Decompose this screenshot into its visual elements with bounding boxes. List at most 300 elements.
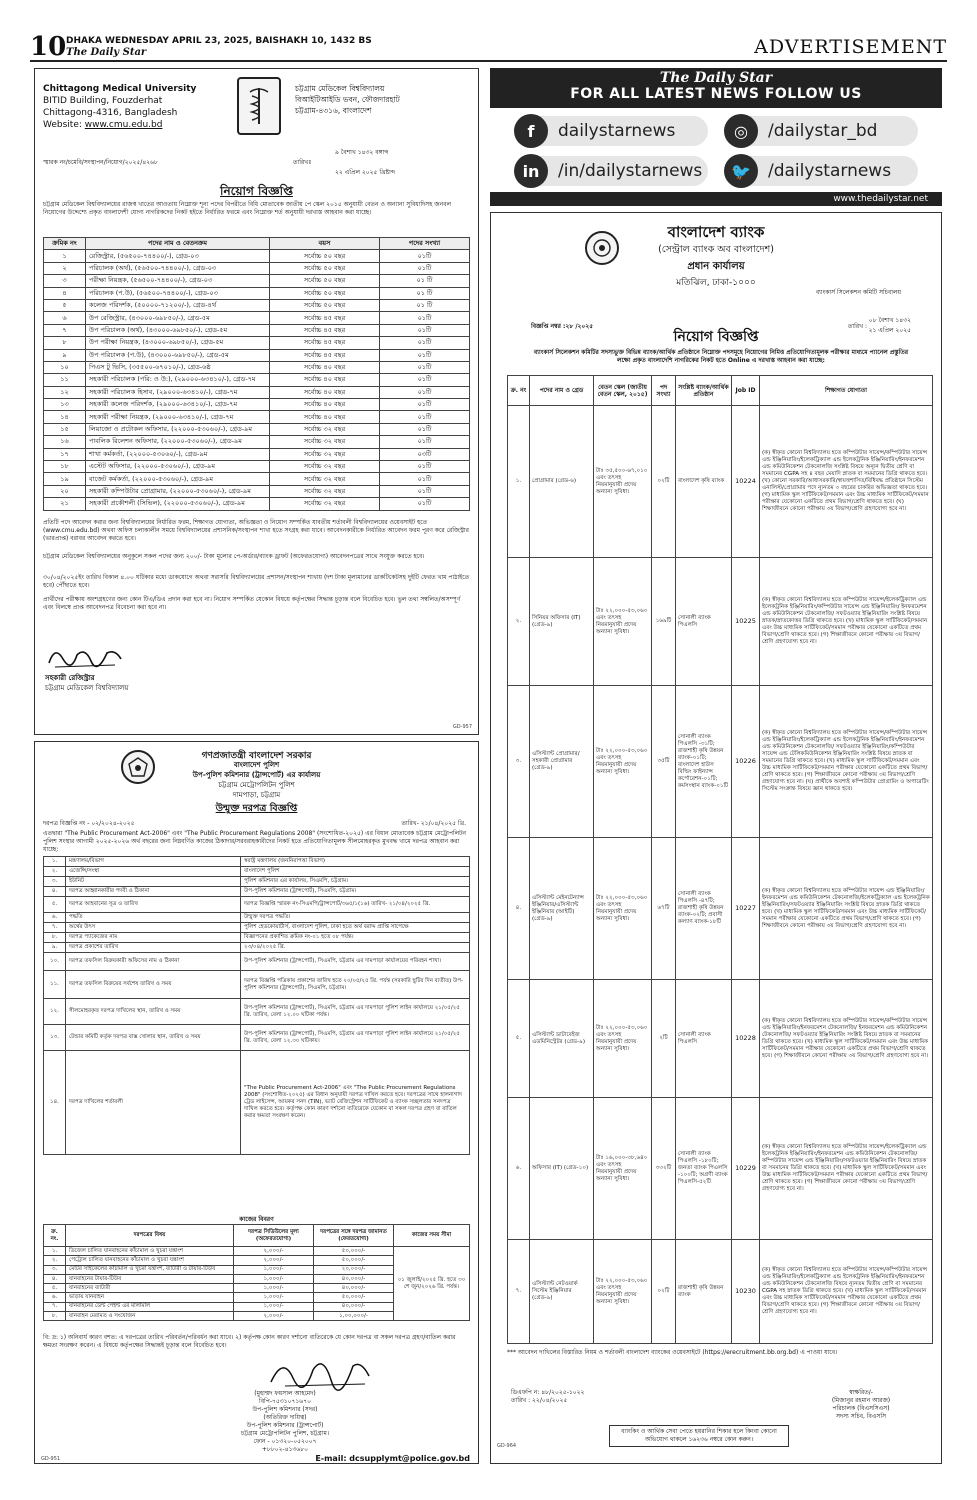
cmu-cell-serial: ১৫ [44,423,86,435]
cmu-th-age: বয়স [270,238,380,250]
cmu-ad [34,68,479,735]
bank-cell-scale: টাঃ ২২,০০০-৫৩,০৬০ এবং তৎসহ নিয়মানুযায়ী প্রদেয় অন্যান্য সুবিধা। [594,838,652,980]
cmu-cell-serial: ১৯ [44,473,86,485]
bank-cell-jobid: 10227 [732,838,760,980]
cmu-memo: স্মারক নং/চমেবি/সংস্থাপন/নিয়োগ/২০২৫/৪২৬৮ [43,159,158,166]
cmu-cell-serial: ১৮ [44,461,86,473]
police-cell-value: উপ-পুলিশ কমিশনার (ট্রান্সপোর্ট), সিএমপি, চট্টগ্রাম। [241,887,470,897]
cmu-title: নিয়োগ বিজ্ঞপ্তি [220,184,293,198]
police-cell-value: বিজ্ঞাপনের প্রকাশিত ক্রমিক নং-০১ হতে ০৮ পর্যন্ত। [241,933,470,943]
table-row [44,877,470,887]
work-cell-serial: ২. [44,1256,66,1265]
work-cell-schedule-price: ১,০০০/- [234,1265,314,1274]
cmu-cell-post: বাজেট কর্মকর্তা, (২২০০০-৫৩০৬০/-), গ্রেড-৯ম [86,473,270,485]
police-sign-title: উপ-পুলিশ কমিশনার (সদর) [252,1406,318,1413]
work-cell-subject: যানবাহনের টায়ার-টিউব [66,1274,234,1283]
linkedin-handle: /in/dailystarnews [558,161,703,181]
cmu-cell-post: উপ পরিচালক (প.উ), (৪৩০০০-৬৯৮৫০/-), গ্রেড-৫ম [86,349,270,361]
cmu-cell-age: সর্বোচ্চ ৫০ বছর [270,287,380,299]
bank-intro: ব্যাংকার্স সিলেকশন কমিটির সদস্যভুক্ত বিভিন্ন ব্যাংক/আর্থিক প্রতিষ্ঠানে নিম্নোক্ত পদসমূহে নিয়োগের নিমিত্ত প্রতিযোগিতামূলক পরীক্ষার মাধ্যমে প্যানেল প্রস্তুতির লক্ষ্যে প্রকৃত বাংলাদেশি নাগরিকের নিকট হতে Online এ দরখাস্ত আহবান করা যাচ্ছে: [533,349,909,364]
cmu-cell-age: সর্বোচ্চ ৩২ বছর [270,498,380,510]
table-row [44,953,470,971]
cmu-cell-count: ০১টি [380,349,470,361]
police-cell-label: অর্থের উৎস [66,923,241,933]
cmu-th-serial: ক্রমিক নং [44,238,86,250]
cmu-cell-age: সর্বোচ্চ ৪০ বছর [270,361,380,373]
police-intro: এতদ্বারা "The Public Procurement Act-2006" এবং "The Public Procurement Regulations 2008" (সংশোধিত-২০২৫) এর বিধান মোতাবেক চট্টগ্রাম মেট্রোপলিটন পুলিশ সংস্থার আগামী ২০২৫-২০২৬ অর্থ বছরের জন্য নিম্নবর্ণিত কাজের ঠিকাদার/সরবরাহকারীদের নিকট হতে প্রতিযোগিতামূলক সীলমোহরকৃত মুখবদ্ধ খামে দরপত্র আহবান করা যাচ্ছে: [43,830,466,853]
cmu-cell-age: সর্বোচ্চ ৩২ বছর [270,423,380,435]
bank-cell-scale: টাঃ ২২,০০০-৫৩,০৬০ এবং তৎসহ নিয়মানুযায়ী প্রদেয় অন্যান্য সুবিধা। [594,980,652,1098]
bank-cell-jobid: 10228 [732,980,760,1098]
cmu-cell-serial: ১১ [44,374,86,386]
cmu-cell-count: ০১টি [380,386,470,398]
police-cell-value: বাংলাদেশ পুলিশ [241,867,470,877]
cmu-cell-post: উপ রেজিস্ট্রার, (৪৩০০০-৬৯৮৫০/-), গ্রেড-৫ম [86,312,270,324]
table-row [44,897,470,913]
table-row [44,349,470,361]
table-row [44,971,470,999]
work-table-header [44,1225,470,1247]
cmu-cell-count: ০১টি [380,399,470,411]
bank-subtitle: (সেন্ট্রাল ব্যাংক অব বাংলাদেশ) [658,244,774,255]
table-row [44,473,470,485]
police-cell-serial: ১৩. [44,1025,66,1051]
work-cell-security: ৪০,০০০/- [314,1302,394,1311]
table-row [44,485,470,497]
table-row [44,337,470,349]
bank-date-1: ০৮ বৈশাখ ১৪৩২ [868,317,911,324]
table-row [44,448,470,460]
instagram-handle: /dailystar_bd [768,121,878,141]
bank-cell-count: ০২টি [652,406,676,558]
table-row [44,943,470,953]
work-cell-security: ৫০,০০০/- [314,1293,394,1302]
bank-th-count: পদ সংখ্যা [652,376,676,406]
table-row [44,374,470,386]
cmu-date-bn-2: ২২ এপ্রিল ২০২৫ খ্রিষ্টাব্দ [335,169,396,176]
cmu-th-post: পদের নাম ও বেতনক্রম [86,238,270,250]
bank-cell-jobid: 10224 [732,406,760,558]
cmu-cell-age: সর্বোচ্চ ৪০ বছর [270,399,380,411]
work-cell-serial: ১. [44,1247,66,1256]
police-dept: বাংলাদেশ পুলিশ [233,761,280,769]
cmu-cell-age: সর্বোচ্চ ৩২ বছর [270,485,380,497]
police-cell-serial: ৫. [44,897,66,913]
bank-cell-qualification: (ক) স্বীকৃত কোনো বিশ্ববিদ্যালয় হতে কম্পিউটার সায়েন্স/কম্পিউটার সায়েন্স এন্ড ইঞ্জিনিয়ারিং/ইলেকট্রিক্যাল এন্ড ইলেকট্রনিক ইঞ্জিনিয়ারিং/ইনফরমেশন এন্ড কমিউনিকেশন টেকনোলজি সংশ্লিষ্ট বিষয়ে অন্যূন দ্বিতীয় শ্রেণি বা সমমানের CGPA সহ ৪ বছর মেয়াদি স্নাতক বা সমমানের ডিগ্রি থাকতে হবে। (খ) কোনো সরকারি/আধাসরকারি/স্বায়ত্তশাসিত/বিধিবদ্ধ প্রতিষ্ঠানে সিস্টেম এনালিস্ট/প্রোগ্রামার পদে ন্যূনতম ৩ বছরের চাকরির অভিজ্ঞতা থাকতে হবে। (গ) মাধ্যমিক স্কুল সার্টিফিকেট/সমমান এবং উচ্চ মাধ্যমিক সার্টিফিকেট/সমমান পরীক্ষার যেকোনো একটিতে প্রথম বিভাগ/শ্রেণি থাকতে হবে। (ঘ) শিক্ষাজীবনে কোনো পরীক্ষায় ৩য় বিভাগ/শ্রেণি গ্রহণযোগ্য হবে না। [760,406,933,558]
cmu-cell-post: উপ পরিচালক (অর্থ), (৪৩০০০-৬৯৮৫০/-), গ্রেড-৫ম [86,324,270,336]
bank-cell-serial: ৩. [508,686,530,838]
promo-top-band [490,68,942,108]
cmu-cell-serial: ৮ [44,337,86,349]
table-row [44,923,470,933]
cmu-cell-count: ০১টি [380,250,470,262]
cmu-cell-count: ০১টি [380,498,470,510]
table-row [44,857,470,867]
cmu-cell-count: ০১ টি [380,299,470,311]
police-gov: গণপ্রজাতন্ত্রী বাংলাদেশ সরকার [201,751,312,761]
work-cell-subject: যানবাহন মেরামত ও সংযোজন [66,1312,234,1321]
table-row [44,275,470,287]
police-cell-label: দরপত্র প্যাকেজের নাম [66,933,241,943]
police-cell-serial: ৪. [44,887,66,897]
cmu-cell-count: ০১টি [380,262,470,274]
bank-th-jobid: Job ID [732,376,760,406]
table-row [508,1240,933,1344]
cmu-name-en: Chittagong Medical University [43,84,197,94]
bank-cell-bank: সোনালী ব্যাংক পিএলসি -৪৭টি; রাজশাহী কৃষি উন্নয়ন ব্যাংক-০২টি; প্রবাসী কল্যাণ ব্যাংক-১৮টি [676,838,732,980]
bank-cell-post: সিনিয়র অফিসার (IT) (গ্রেড-৯) [530,558,594,686]
cmu-cell-age: সর্বোচ্চ ৪০ বছর [270,374,380,386]
police-cell-value: ২৩/০৪/২০২৫ খ্রি. [241,943,470,953]
police-cell-label: দরপত্র দাখিলের শর্তাবলী [66,1051,241,1155]
bank-dfp: ডিএফপি ন: ৪৮/২০২৫-১০২২ [511,1389,585,1396]
police-cell-serial: ১৪. [44,1051,66,1155]
police-cell-serial: ১২. [44,999,66,1025]
bank-cell-qualification: (ক) স্বীকৃত কোনো বিশ্ববিদ্যালয় হতে কম্পিউটার সায়েন্স/কম্পিউটার সায়েন্স এন্ড ইঞ্জিনিয়ারিং/ইনফরমেশন টেকনোলজি/ ইনফরমেশন এন্ড কমিউনিকেশন টেকনোলজি/ সফটওয়্যার ইঞ্জিনিয়ারিং সংশ্লিষ্ট বিষয়ে স্নাতক বা সমমানের ডিগ্রি থাকতে হবে। (খ) মাধ্যমিক স্কুল সার্টিফিকেট/সমমান এবং উচ্চ মাধ্যমিক সার্টিফিকেট/সমমান পরীক্ষার যেকোনো একটিতে প্রথম বিভাগ/শ্রেণি থাকতে হবে। (গ) শিক্ষাজীবনে কোনো পরীক্ষায় ৩য় বিভাগ/শ্রেণি গ্রহণযোগ্য হবে না। [760,980,933,1098]
cmu-cell-age: সর্বোচ্চ ৪০ বছর [270,411,380,423]
police-cell-label: দরপত্র আহবানের সূত্র ও তারিখ [66,897,241,913]
work-cell-schedule-price: ১,০০০/- [234,1293,314,1302]
police-cell-value: উপ-পুলিশ কমিশনার (ট্রান্সপোর্ট), সিএমপি, চট্টগ্রাম এর দামপাড়া পুলিশ লাইন কার্যালয়ে ২১/০৫/২৫ খ্রি. তারিখ, বেলা ১২.০০ ঘটিকা পর্যন্ত। [241,999,470,1025]
bank-cell-jobid: 10225 [732,558,760,686]
bank-cell-jobid: 10230 [732,1240,760,1344]
page-number: 10 [30,32,67,62]
work-th-security: দরপত্রের সঙ্গে দরপত্র জামানত (ফেরতযোগ্য) [314,1225,394,1247]
table-row [44,1051,470,1155]
bank-notice-number: বিজ্ঞপ্তি নম্বর :২৮ /২০২৫ [531,323,594,330]
cmu-cell-age: সর্বোচ্চ ৫০ বছর [270,275,380,287]
cmu-cell-post: সহকারী পরিচালক হিসাব, (২৯০০০-৬৩৪১০/-), গ্রেড-৭ম [86,386,270,398]
promo-headline: FOR ALL LATEST NEWS FOLLOW US [570,86,862,102]
bank-post-table [507,375,933,1344]
cmu-cell-count: ০১টি [380,312,470,324]
bank-complaint-note: ব্যাংকিং ও আর্থিক সেবা পেতে হয়রানির শিকার হলে কিংবা কোনো অভিযোগ থাকলে ১৬২৩৬ নম্বরে কোন করুন। [609,1425,789,1447]
work-cell-security: ৫০,০০০/- [314,1247,394,1256]
bank-cell-jobid: 10226 [732,686,760,838]
cmu-cell-post: শাখা কর্মকর্তা, (২২০০০-৫৩০৬০/-), গ্রেড-৯ম [86,448,270,460]
table-row [44,399,470,411]
work-cell-subject: মোটর সাইকেলের কাঁচামাল ও খুচরা যন্ত্রাংশ, ব্যাটারী ও টায়ার-টিউব [66,1265,234,1274]
cmu-cell-age: সর্বোচ্চ ৩২ বছর [270,473,380,485]
bank-cell-post: অফিসার (IT) (গ্রেড-১০) [530,1098,594,1240]
instagram-link[interactable] [728,116,918,146]
police-cell-serial: ৭. [44,923,66,933]
cmu-para-4: প্রার্থীদের পরীক্ষায় অংশগ্রহণের জন্য কোন টিএ/ডিএ প্রদান করা হবে না। নিয়োগ সম্পর্কিত যেকোন বিষয়ে কর্তৃপক্ষের সিদ্ধান্ত চূড়ান্ত বলে বিবেচিত হবে। ভুল তথ্য সম্বলিত/অসম্পূর্ণ এবং বিলম্বে প্রাপ্ত আবেদনপত্র বিবেচনা করা হবে না। [43,596,461,611]
linkedin-icon: in [514,154,548,188]
cmu-website-link[interactable]: www.cmu.edu.bd [84,120,163,130]
cmu-cell-age: সর্বোচ্চ ৪৫ বছর [270,324,380,336]
work-cell-serial: ৩. [44,1265,66,1274]
cmu-gd-code: GD-957 [452,724,472,730]
work-cell-period: ০১ জুলাই/২০২৫ খ্রি. হতে ৩০ শে জুন/২০২৬ খ্রি. পর্যন্ত। [394,1247,470,1321]
police-cell-value: উপ-পুলিশ কমিশনার (ট্রান্সপোর্ট), সিএমপি, চট্টগ্রাম এর দামপাড়া কার্যালয়ের পরিবহন শাখা। [241,953,470,971]
bank-cell-count: ৩৩২টি [652,1098,676,1240]
work-th-period: কাজের সময় সীমা [394,1225,470,1247]
bank-cell-scale: টাঃ ২২,০০০-৫৩,০৬০ এবং তৎসহ নিয়মানুযায়ী প্রদেয় অন্যান্য সুবিধা। [594,686,652,838]
work-cell-security: ১,০০,০০০/- [314,1312,394,1321]
bank-cell-post: প্রোগ্রামার (গ্রেড-৬) [530,406,594,558]
facebook-handle: dailystarnews [558,121,676,141]
cmu-cell-age: সর্বোচ্চ ৩২ বছর [270,436,380,448]
cmu-para-1: প্রতিটি পদে আবেদন করার জন্য বিশ্ববিদ্যালয়ের নির্ধারিত ফরম, শিক্ষাগত যোগ্যতা, অভিজ্ঞতা ও নিয়োগ সম্পর্কিত যাবতীয় শর্তাবলী বিশ্ববিদ্যালয়ের ওয়েবসাইট হতে (www.cmu.edu.bd) অথবা অফিস চলাকালীন সময়ে বিশ্ববিদ্যালয়ের প্রশাসনিক/সংস্থাপন শাখা হতে সংগ্রহ করা যাবে। আবেদনকারীকে নির্ধারিত আবেদন ফরম পূরণ করে রেজিস্ট্রার (ভারপ্রাপ্ত) বরাবর আবেদন করতে হবে। [43,519,469,542]
bank-th-bank: সংশ্লিষ্ট ব্যাংক/আর্থিক প্রতিষ্ঠান [676,376,732,406]
bank-sign-title-2: সদস্য সচিব, বিএসসি [835,1413,887,1420]
bank-cell-post: এসিস্ট্যান্ট প্রোগ্রামার/ সহকারী প্রোগ্রামার (গ্রেড-৯) [530,686,594,838]
police-cell-label: ইউনিট [66,877,241,887]
work-th-schedule-price: দরপত্র সিডিউলের মূল্য (অফেরতযোগ্য) [234,1225,314,1247]
cmu-cell-count: ০১টি [380,485,470,497]
cmu-cell-count: ০১টি [380,436,470,448]
bank-cell-count: ৩৫টি [652,686,676,838]
facebook-link[interactable] [518,116,708,146]
bank-sign-name: (মিজানুর রহমান আরজ) [831,1397,891,1404]
bank-cell-count: ৬৭টি [652,838,676,980]
police-cell-label: সীলমোহরকৃত দরপত্র দাখিলের স্থান, তারিখ ও সময় [66,999,241,1025]
cmu-cell-serial: ২ [44,262,86,274]
twitter-icon: 🐦 [724,154,758,188]
bank-sign-label: স্বাক্ষরিত/- [849,1389,873,1396]
police-cell-label: টেন্ডার কমিটি কর্তৃক দরপত্র বাক্স খোলার স্থান, তারিখ ও সময় [66,1025,241,1051]
cmu-date-label: তারিখঃ [293,159,312,166]
bank-cell-post: এসিস্ট্যান্ট নেটওয়ার্ক সিস্টেম ইঞ্জিনিয়ার (গ্রেড-৯) [530,1240,594,1344]
table-row [44,324,470,336]
police-cell-label: মন্ত্রণালয়/বিভাগ [66,857,241,867]
bank-cell-post: এসিস্ট্যান্ট ডাটাবেইজ এডমিনিস্ট্রেটর (গ্রেড-৯) [530,980,594,1098]
cmu-address-bn-1: বিআইটিআইডি ভবন, ফৌজদারহাট [295,95,400,104]
police-cell-serial: ৯. [44,943,66,953]
police-cell-value: "The Public Procurement Act-2006" এবং "The Public Procurement Regulations 2008" (সংশোধিত-২০২৫) এর বিধান অনুযায়ী দরপত্র দাখিল করতে হবে। দরপত্রের সাথে হালনাগাদ ট্রেড লাইসেন্স, আয়কর সনদ (TIN), ভ্যাট রেজিস্ট্রেশন সার্টিফিকেট ও ব্যাংক সচ্ছলতার সনদপত্র দাখিল করতে হবে। কর্তৃপক্ষ কোন কারণ দর্শানো ব্যতিরেকে যেকোন বা সকল দরপত্র গ্রহণ বা বাতিল করার ক্ষমতা সংরক্ষণ করেন। [241,1051,470,1155]
table-row [44,913,470,923]
cmu-logo [237,77,281,135]
police-sign-title-2: (অতিরিক্ত দায়িত্ব) [263,1414,307,1421]
police-cell-label: এজেন্সি/সংস্থা [66,867,241,877]
bank-th-serial: ক্র. নং [508,376,530,406]
table-row [44,461,470,473]
bank-dfp-date: তারিখ : ২২/০৪/২০২৫ [511,1397,568,1404]
bank-th-qualification: শিক্ষাগত যোগ্যতা [760,376,933,406]
table-row [44,436,470,448]
police-unit: চট্টগ্রাম মেট্রোপলিটন পুলিশ [218,781,295,789]
work-cell-schedule-price: ২,০০০/- [234,1247,314,1256]
bank-cell-post: এসিস্ট্যান্ট মেইনটেন্যান্স ইঞ্জিনিয়ার/এসিস্ট্যান্ট ইঞ্জিনিয়ার (আইটি) (গ্রেড-৯) [530,838,594,980]
cmu-cell-serial: ১৩ [44,399,86,411]
work-cell-schedule-price: ২,০০০/- [234,1256,314,1265]
cmu-cell-count: ০১টি [380,374,470,386]
cmu-cell-serial: ৭ [44,324,86,336]
police-tender-ad [34,741,479,1464]
table-row [44,312,470,324]
table-row [44,1247,470,1256]
table-row [44,287,470,299]
table-row [508,406,933,558]
cmu-cell-age: সর্বোচ্চ ৪৫ বছর [270,337,380,349]
police-cell-serial: ৩. [44,877,66,887]
bank-name: বাংলাদেশ ব্যাংক [667,223,765,241]
cmu-cell-post: এস্টেট অফিসার, (২২০০০-৫৩০৬০/-), গ্রেড-৯ম [86,461,270,473]
police-cell-label: দরপত্র তফসিল বিক্রয়ের সর্বশেষ তারিখ ও সময় [66,971,241,999]
cmu-cell-count: ০১ টি [380,275,470,287]
cmu-post-table [43,237,470,511]
bank-gd-code: GD-964 [497,1443,517,1449]
work-cell-security: ৪০,০০০/- [314,1284,394,1293]
cmu-cell-post: রেজিস্ট্রার, (৫৬৫০০-৭৪৪০০/-), গ্রেড-০৩ [86,250,270,262]
cmu-cell-count: ০১টি [380,361,470,373]
police-cell-serial: ৮. [44,933,66,943]
bank-cell-qualification: (ক) স্বীকৃত কোনো বিশ্ববিদ্যালয় হতে কম্পিউটার সায়েন্স/কম্পিউটার সায়েন্স এন্ড ইঞ্জিনিয়ারিং/ইলেকট্রিক্যাল এন্ড ইলেকট্রনিক ইঞ্জিনিয়ারিং/ইনফরমেশন এন্ড কমিউনিকেশন টেকনোলজি/ সফটওয়্যার ইঞ্জিনিয়ারিং/কম্পিউটার সায়েন্স এন্ড টেলিকমিউনিকেশন ইঞ্জিনিয়ারিং সংশ্লিষ্ট বিষয়ে স্নাতক বা সমমানের ডিগ্রি থাকতে হবে। (খ) মাধ্যমিক স্কুল সার্টিফিকেট/সমমান এবং উচ্চ মাধ্যমিক সার্টিফিকেট/সমমান পরীক্ষার যেকোনো একটিতে প্রথম বিভাগ/শ্রেণি থাকতে হবে। (গ) শিক্ষাজীবনে কোনো পরীক্ষায় ৩য় বিভাগ/শ্রেণি গ্রহণযোগ্য হবে না। (ঘ) প্রার্থীকে অবশ্যই কম্পিউটার প্রোগ্রামিং ও অপারেটিং সিস্টেম সংক্রান্ত বিষয়ে জ্ঞান থাকতে হবে। [760,686,933,838]
cmu-cell-serial: ২১ [44,498,86,510]
cmu-cell-serial: ১৭ [44,448,86,460]
table-row [44,999,470,1025]
bank-date-label: তারিখ : [847,323,867,330]
cmu-cell-post: পরীক্ষা নিয়ন্ত্রক, (৫৬৫০০-৭৪৪০০/-), গ্রেড-০৩ [86,275,270,287]
bank-date-2: ২১ এপ্রিল ২০২৫ [868,327,911,334]
work-cell-security: ৪০,০০০/- [314,1274,394,1283]
police-cell-label: দরপত্র তফসিল বিক্রয়কারী অফিসের নাম ও ঠিকানা [66,953,241,971]
table-row [508,838,933,980]
police-cell-serial: ১০. [44,953,66,971]
police-sign-name: (মুহাম্মদ ফয়সাল আহমেদ) [254,1390,316,1397]
bank-address: মতিঝিল, ঢাকা-১০০০ [676,278,756,288]
work-cell-serial: ৭. [44,1302,66,1311]
police-cell-value: পুলিশ হেডকোয়ার্টার্স, বাংলাদেশ পুলিশ, ঢাকা হতে অর্থ বরাদ্দ প্রাপ্তি সাপেক্ষে [241,923,470,933]
bank-cell-bank: বাংলাদেশ কৃষি ব্যাংক [676,406,732,558]
work-table [43,1224,470,1321]
page-header [30,34,947,62]
police-cell-serial: ২. [44,867,66,877]
work-cell-subject: ভাড়ায় যানবাহন [66,1293,234,1302]
bank-cell-bank: রাজশাহী কৃষি উন্নয়ন ব্যাংক [676,1240,732,1344]
cmu-website-label: Website: [43,120,82,130]
bank-secretariat: ব্যাংকার্স সিলেকশন কমিটি সচিবালয় [815,289,901,296]
cmu-cell-count: ০১টি [380,337,470,349]
twitter-link[interactable] [728,156,918,186]
cmu-address-2: Chittagong-4316, Bangladesh [43,108,178,118]
cmu-para-3: ৩০/০৪/২০২৫ইং তারিখ বিকাল ৪.০০ ঘটিকার মধ্যে ডাকযোগে অথবা সরাসরি বিশ্ববিদ্যালয়ের প্রশাসন/সংস্থাপন শাখায় (দশ টাকা মূল্যমানের ডাকটিকেটসহ দুইটি ফেরত খাম পাঠাইতে হবে) পৌঁছাতে হবে। [43,574,470,589]
bank-cell-scale: টাঃ ১৬,০০০-৩৮,৬৪০ এবং তৎসহ নিয়মানুযায়ী প্রদেয় অন্যান্য সুবিধা। [594,1098,652,1240]
bank-signature-block [801,1389,921,1421]
cmu-cell-post: উপ পরীক্ষা নিয়ন্ত্রক, (৪৩০০০-৬৯৮৫০/-), গ্রেড-৫ম [86,337,270,349]
bank-cell-serial: ৪. [508,838,530,980]
work-cell-security: ৫০,০০০/- [314,1256,394,1265]
police-email[interactable]: E-mail: dcsupplymt@police.gov.bd [315,1454,470,1463]
table-row [508,558,933,686]
bank-cell-bank: সোনালী ব্যাংক পিএলসি -১৮০টি; জনতা ব্যাংক পিএলসি -১০০টি; অগ্রণী ব্যাংক পিএলসি-৫২টি [676,1098,732,1240]
police-date: তারিখ- ২১/০৪/২০২৫ খ্রি. [401,820,466,827]
cmu-cell-serial: ১ [44,250,86,262]
promo-website-link[interactable]: www.thedailystar.net [833,194,928,204]
police-cell-serial: ১. [44,857,66,867]
table-row [44,867,470,877]
cmu-sign-org: চট্টগ্রাম মেডিকেল বিশ্ববিদ্যালয় [45,684,129,692]
bank-cell-qualification: (ক) স্বীকৃত কোনো বিশ্ববিদ্যালয় হতে কম্পিউটার সায়েন্স/ইলেকট্রিক্যাল এন্ড ইলেকট্রনিক ইঞ্জিনিয়ারিং/ইনফরমেশন এন্ড কমিউনিকেশন টেকনোলজি/ কম্পিউটার সায়েন্স এন্ড ইঞ্জিনিয়ারিং/সফটওয়্যার ইঞ্জিনিয়ারিং বিষয়ে স্নাতক বা সমমানের ডিগ্রি থাকতে হবে। (খ) মাধ্যমিক স্কুল সার্টিফিকেট/সমমান এবং উচ্চ মাধ্যমিক সার্টিফিকেট/সমমান পরীক্ষার যেকোনো একটিতে প্রথম বিভাগ/শ্রেণি থাকতে হবে। (গ) শিক্ষাজীবনে কোনো পরীক্ষায় ৩য় বিভাগ/শ্রেণি গ্রহণযোগ্য হবে না। [760,1098,933,1240]
police-cell-value: উন্মুক্ত দরপত্র পদ্ধতি। [241,913,470,923]
bank-cell-qualification: (ক) স্বীকৃত কোনো বিশ্ববিদ্যালয় হতে কম্পিউটার সায়েন্স এন্ড ইঞ্জিনিয়ারিং/ইনফরমেশন এন্ড কমিউনিকেশন টেকনোলজি/ইলেকট্রিক্যাল এন্ড ইলেকট্রনিক ইঞ্জিনিয়ারিং/সফটওয়্যার ইঞ্জিনিয়ারিং সংশ্লিষ্ট বিষয়ে স্নাতক ডিগ্রি থাকতে হবে। (খ) মাধ্যমিক স্কুল সার্টিফিকেট/সমমান এবং উচ্চ মাধ্যমিক সার্টিফিকেট/সমমান পরীক্ষার যেকোনো একটিতে প্রথম বিভাগ/শ্রেণি থাকতে হবে। (গ) শিক্ষাজীবনে কোনো পরীক্ষায় ৩য় বিভাগ/শ্রেণি গ্রহণযোগ্য হবে না। [760,838,933,980]
police-address: দামপাড়া, চট্টগ্রাম [232,791,281,799]
bangladesh-bank-ad [490,212,942,1464]
table-row [44,411,470,423]
police-sign-unit: চট্টগ্রাম মেট্রোপলিটন পুলিশ, চট্টগ্রাম। [240,1430,330,1437]
police-cell-serial: ১১. [44,971,66,999]
work-cell-schedule-price: ১,০০০/- [234,1284,314,1293]
cmu-cell-post: লিয়াজো ও প্রটোকল অফিসার, (২২০০০-৫৩০৬০/-), গ্রেড-৯ম [86,423,270,435]
bank-cell-qualification: (ক) স্বীকৃত কোনো বিশ্ববিদ্যালয় হতে কম্পিউটার সায়েন্স/কম্পিউটার সায়েন্স এন্ড ইঞ্জিনিয়ারিং/ইলেকট্রিক্যাল এন্ড ইলেকট্রনিক ইঞ্জিনিয়ারিং/ইনফরমেশন এন্ড কমিউনিকেশন টেকনোলজি বিষয়ে ন্যূনতম দ্বিতীয় শ্রেণি বা সমমানের CGPA সহ স্নাতক ডিগ্রি থাকতে হবে। (খ) মাধ্যমিক স্কুল সার্টিফিকেট/সমমান এবং উচ্চ মাধ্যমিক সার্টিফিকেট/সমমান পরীক্ষার যেকোনো একটিতে প্রথম বিভাগ/শ্রেণি থাকতে হবে। (গ) শিক্ষাজীবনে কোনো পরীক্ষায় ৩য় বিভাগ/শ্রেণি গ্রহণযোগ্য হবে না। [760,1240,933,1344]
police-cell-value: দরপত্র বিজ্ঞপ্তি স্মারক নং-সিএমপি/ট্রান্সপোর্ট/৩৬৫/১(১৬) তারিখ- ২১/০৪/২০২৫ খ্রি. [241,897,470,913]
work-cell-security: ২০,০০০/- [314,1265,394,1274]
work-th-serial: ক্র. নং. [44,1225,66,1247]
bank-cell-serial: ২. [508,558,530,686]
bank-cell-count: ১৬৯টি [652,558,676,686]
bank-cell-count: ২টি [652,980,676,1098]
promo-website-band [490,192,942,206]
cmu-cell-post: পিএস টু ভিসি, (৩৫৫০০-৬৭০১০/-), গ্রেড-৬ষ্ঠ [86,361,270,373]
table-row [44,361,470,373]
cmu-cell-serial: ৪ [44,287,86,299]
bank-cell-serial: ১. [508,406,530,558]
bank-sign-title-1: পরিচালক (বিএসসিএস) [832,1405,890,1412]
table-row [508,980,933,1098]
work-cell-serial: ৫. [44,1284,66,1293]
daily-star-promo [490,68,942,208]
police-sign-title-3: উপ-পুলিশ কমিশনার (ট্রান্সপোর্ট) [246,1422,324,1429]
work-th-subject: দরপত্রের বিষয় [66,1225,234,1247]
facebook-icon: f [514,114,548,148]
section-title: ADVERTISEMENT [754,36,947,58]
bank-cell-jobid: 10229 [732,1098,760,1240]
cmu-th-count: পদের সংখ্যা [380,238,470,250]
cmu-cell-count: ০১টি [380,473,470,485]
cmu-sign-title: সহকারী রেজিস্ট্রার [45,674,95,682]
table-row [44,299,470,311]
bank-cell-bank: সোনালী ব্যাংক পিএলসি [676,558,732,686]
police-phone-2: +৮৮০২-৪১৩৬৮০ [261,1446,309,1453]
caduceus-icon [244,86,274,126]
police-signature-icon [265,1352,375,1392]
cmu-cell-post: সহকারী প্রকৌশলী (সিভিল), (২২০০০-৫৩০৬০/-), গ্রেড-৯ম [86,498,270,510]
cmu-date-bn-1: ৯ বৈশাখ ১৪৩২ বঙ্গাব্দ [335,149,389,156]
cmu-table-header [44,238,470,250]
table-row [44,1025,470,1051]
cmu-cell-count: ০৩টি [380,448,470,460]
cmu-address-bn-2: চট্টগ্রাম-৪৩১৬, বাংলাদেশ [295,106,372,115]
police-cell-value: দরপত্র বিজ্ঞপ্তি পত্রিকায় প্রকাশের তারিখ হতে ২০/০৫/২৫ খ্রি. পর্যন্ত (সরকারি ছুটির দিন ব্যতীত) উপ-পুলিশ কমিশনার (ট্রান্সপোর্ট), সিএমপি, চট্টগ্রাম। [241,971,470,999]
bank-table-header [508,376,933,406]
police-cell-value: স্বরাষ্ট্র মন্ত্রণালয় (জননিরাপত্তা বিভাগ) [241,857,470,867]
cmu-cell-age: সর্বোচ্চ ৫০ বছর [270,262,380,274]
table-row [44,250,470,262]
instagram-icon: ◎ [724,114,758,148]
table-row [44,386,470,398]
police-cell-label: দরপত্র প্রকাশের তারিখ [66,943,241,953]
cmu-cell-serial: ১২ [44,386,86,398]
police-info-table [43,856,470,1155]
cmu-cell-age: সর্বোচ্চ ৪৫ বছর [270,349,380,361]
cmu-cell-post: পাবলিক রিলেশন অফিসার, (২২০০০-৫৩০৬০/-), গ্রেড-৯ম [86,436,270,448]
cmu-cell-post: পরিচালক (প.উ), (৫৬৫০০-৭৪৪০০/-), গ্রেড-০৩ [86,287,270,299]
cmu-intro: চট্টগ্রাম মেডিকেল বিশ্ববিদ্যালয়ের রাজস্ব খাতের আওতায় নিম্নোক্ত শূন্য পদের বিপরীতে বিধি মোতাবেক জাতীয় পে স্কেল ২০১৫ অনুযায়ী বেতন ও অন্যান্য সুবিধাদিসহ জনবল নিয়োগের উদ্দেশ্যে প্রকৃত বাংলাদেশী যোগ্য নাগরিকদের নিকট হইতে নির্ধারিত ফরমে এবং নিম্নোক্ত শর্ত অনুযায়ী দরখাস্ত আহবান করা যাচ্ছে। [43,201,452,216]
cmu-cell-post: কলেজ পরিদর্শক, (৫০০০০-৭১২০০/-), গ্রেড-৪র্থ [86,299,270,311]
bank-office: প্রধান কার্যালয় [687,261,745,272]
cmu-address-1: BITID Building, Fouzderhat [43,96,163,106]
cmu-cell-serial: ১০ [44,361,86,373]
linkedin-link[interactable] [518,156,708,186]
cmu-cell-age: সর্বোচ্চ ৫০ বছর [270,250,380,262]
bank-th-scale: বেতন স্কেল (জাতীয় বেতন স্কেল, ২০১৫) [594,376,652,406]
police-signature-block [185,1390,385,1454]
work-cell-schedule-price: ২,০০০/- [234,1312,314,1321]
work-cell-subject: যানবাহনের ডেন্ট পেইন্ট এর মালামাল [66,1302,234,1311]
cmu-cell-post: সহকারী কম্পিউটার প্রোগ্রামার, (২২০০০-৫৩০৬০/-), গ্রেড-৯ম [86,485,270,497]
police-notes: বি: দ্র: ১) অনিবার্য কারণ বশত: এ দরপত্রের তারিখ পরিবর্তন/পরিবর্ধন করা যাবে। ২) কর্তৃপক্ষ কোন কারণ দর্শানো ব্যতিরেকে যে কোন দরপত্র বা সকল দরপত্র গ্রহণ/বাতিল করার ক্ষমতা সংরক্ষণ করেন। এ বিষয়ে কর্তৃপক্ষের সিদ্ধান্তই চূড়ান্ত বলে বিবেচিত হবে। [43,1334,456,1349]
